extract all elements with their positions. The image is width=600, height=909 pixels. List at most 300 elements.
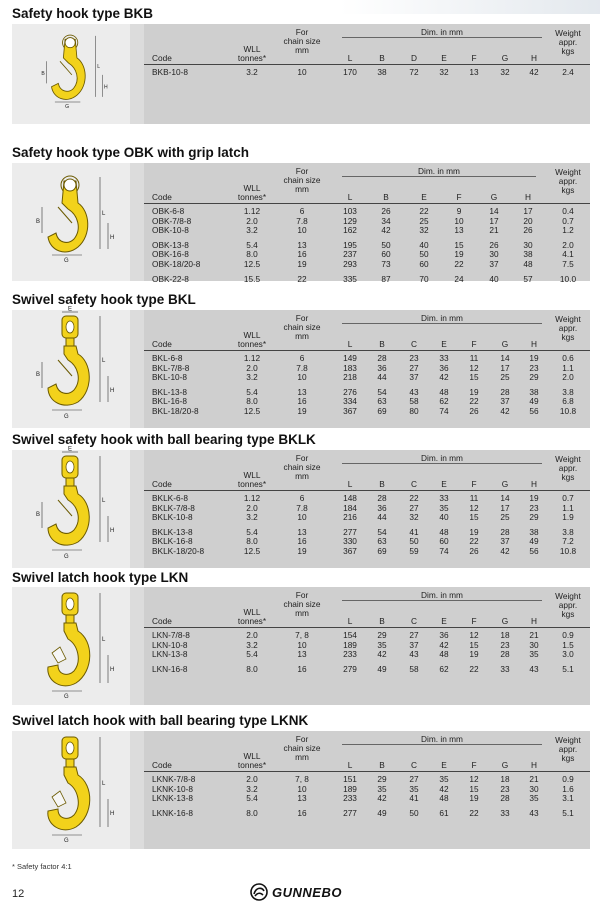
table-cell: 154: [343, 630, 357, 640]
table-cell: 43: [529, 663, 539, 674]
table-cell: 3.2: [246, 372, 258, 383]
table-cell: 216: [343, 512, 357, 523]
header-dim-E: E: [441, 616, 447, 626]
table-cell: 1.2: [562, 225, 574, 236]
table-row: [144, 226, 590, 236]
cell-code: BKL-6-8: [152, 353, 183, 363]
table-cell: 3.2: [246, 783, 258, 794]
table-cell: 17: [523, 206, 533, 216]
table-cell: 35: [377, 783, 387, 794]
table-cell: 237: [343, 249, 357, 260]
svg-text:G: G: [64, 258, 69, 264]
header-chain-unit: mm: [295, 45, 309, 55]
header-weight: Weight: [555, 28, 581, 38]
header-dim-H: H: [531, 339, 537, 349]
cell-code: LKN-13-8: [152, 649, 188, 660]
table-cell: 233: [343, 649, 357, 660]
table-cell: 218: [343, 372, 357, 383]
table-cell: 37: [500, 536, 510, 547]
table-cell: 2.0: [246, 362, 258, 373]
table-cell: 195: [343, 239, 357, 250]
header-weight: Weight: [555, 167, 581, 177]
table-cell: 6: [299, 206, 305, 216]
section-title: Swivel safety hook type BKL: [12, 292, 196, 307]
table-cell: 62: [439, 396, 449, 407]
table-cell: 22: [469, 536, 479, 547]
gunnebo-logo-icon: [250, 883, 268, 901]
table-cell: 17: [500, 362, 510, 373]
hook-drawing-icon: [12, 587, 130, 705]
table-cell: 0.7: [562, 493, 574, 503]
table-cell: 42: [381, 225, 391, 236]
table-cell: 26: [469, 405, 479, 416]
cell-code: LKNK-13-8: [152, 793, 194, 804]
header-dim-H: H: [531, 760, 537, 770]
table-cell: 35: [529, 649, 539, 660]
table-cell: 6.8: [562, 396, 574, 407]
table-cell: 27: [409, 774, 419, 784]
table-row: [144, 641, 590, 651]
header-for: For: [295, 590, 309, 600]
header-dim-C: C: [411, 760, 417, 770]
table-cell: 38: [529, 386, 539, 397]
header-dim-group: Dim. in mm: [421, 313, 463, 323]
svg-text:L: L: [102, 781, 106, 787]
table-cell: 28: [500, 526, 510, 537]
table-cell: 42: [439, 783, 449, 794]
table-cell: 3.2: [246, 225, 258, 236]
header-chain-size: chain size: [283, 36, 321, 46]
table-cell: 3.8: [562, 386, 574, 397]
table-cell: 16: [297, 663, 307, 674]
cell-code: BKL-18/20-8: [152, 405, 199, 416]
svg-text:H: H: [110, 667, 115, 673]
table-cell: 42: [439, 639, 449, 650]
table-cell: 72: [409, 67, 419, 77]
table-cell: 30: [489, 249, 499, 260]
table-cell: 6: [299, 353, 305, 363]
table-cell: 5.1: [562, 807, 574, 818]
table-cell: 50: [419, 249, 429, 260]
table-cell: 7.8: [296, 362, 308, 373]
table-cell: 21: [489, 225, 499, 236]
table-cell: 1.1: [562, 502, 574, 513]
table-cell: 22: [297, 273, 307, 284]
table-cell: 23: [529, 362, 539, 373]
cell-code: OBK-7/8-8: [152, 215, 192, 226]
cell-code: LKNK-16-8: [152, 807, 194, 818]
header-weight-appr: appr.: [558, 463, 578, 473]
table-cell: 35: [409, 783, 419, 794]
table-cell: 335: [343, 273, 357, 284]
table-cell: 10: [297, 67, 307, 77]
header-dim-E: E: [441, 53, 447, 63]
table-cell: 10.8: [559, 405, 577, 416]
spec-table: [144, 587, 590, 705]
table-cell: 13: [297, 239, 307, 250]
table-cell: 10: [297, 225, 307, 236]
table-cell: 0.9: [562, 774, 574, 784]
dim-group-rule: [342, 176, 536, 177]
table-cell: 60: [381, 249, 391, 260]
table-cell: 25: [500, 372, 510, 383]
table-body: [144, 491, 590, 557]
header-dim-L: L: [347, 616, 353, 626]
header-weight: Weight: [555, 591, 581, 601]
table-cell: 41: [409, 526, 419, 537]
svg-text:L: L: [102, 211, 106, 217]
table-cell: 3.2: [246, 512, 258, 523]
header-for: For: [295, 734, 309, 744]
table-cell: 7, 8: [295, 630, 309, 640]
table-cell: 37: [409, 372, 419, 383]
table-row: [144, 373, 590, 383]
svg-text:B: B: [36, 372, 41, 378]
header-wll-unit: tonnes*: [237, 616, 267, 626]
header-dim-H: H: [531, 53, 537, 63]
table-cell: 367: [343, 405, 357, 416]
table-cell: 11: [469, 353, 479, 363]
table-row: [144, 364, 590, 374]
table-cell: 17: [489, 215, 499, 226]
header-dim-B: B: [379, 616, 385, 626]
table-cell: 26: [469, 545, 479, 556]
table-cell: 17: [500, 502, 510, 513]
table-cell: 19: [469, 386, 479, 397]
header-dim-F: F: [471, 760, 477, 770]
cell-code: BKLK-10-8: [152, 512, 193, 523]
header-chain-size: chain size: [283, 599, 321, 609]
table-header: [144, 163, 590, 204]
table-cell: 12: [469, 362, 479, 373]
table-cell: 12: [469, 774, 479, 784]
svg-text:L: L: [102, 637, 106, 643]
table-cell: 33: [439, 493, 449, 503]
svg-text:E: E: [68, 306, 73, 313]
section-title: Swivel latch hook type LKN: [12, 570, 189, 585]
table-cell: 16: [297, 536, 307, 547]
svg-text:H: H: [110, 235, 115, 241]
table-row: [144, 275, 590, 285]
table-cell: 60: [419, 258, 429, 269]
table-cell: 42: [500, 405, 510, 416]
header-weight: Weight: [555, 454, 581, 464]
table-cell: 42: [377, 649, 387, 660]
table-cell: 26: [381, 206, 391, 216]
table-body: [144, 204, 590, 284]
table-cell: 21: [529, 630, 539, 640]
table-cell: 32: [409, 512, 419, 523]
table-cell: 8.0: [246, 249, 258, 260]
table-row: [144, 537, 590, 547]
table-row: [144, 794, 590, 804]
table-cell: 19: [469, 649, 479, 660]
cell-code: BKLK-16-8: [152, 536, 193, 547]
cell-code: BKL-10-8: [152, 372, 188, 383]
header-dim-C: C: [411, 616, 417, 626]
table-cell: 189: [343, 783, 357, 794]
table-cell: 13: [297, 649, 307, 660]
table-cell: 23: [529, 502, 539, 513]
table-cell: 5.4: [246, 649, 258, 660]
header-dim-E: E: [421, 192, 427, 202]
table-cell: 13: [297, 793, 307, 804]
header-chain-unit: mm: [295, 184, 309, 194]
table-cell: 30: [529, 639, 539, 650]
header-code: Code: [152, 53, 172, 63]
table-cell: 2.0: [562, 239, 574, 250]
table-cell: 22: [469, 396, 479, 407]
table-cell: 50: [409, 807, 419, 818]
table-row: [144, 785, 590, 795]
table-cell: 19: [469, 526, 479, 537]
table-cell: 42: [439, 372, 449, 383]
product-panel: [12, 163, 590, 284]
table-cell: 15.5: [243, 273, 261, 284]
table-cell: 36: [377, 502, 387, 513]
header-dim-D: D: [411, 53, 417, 63]
table-cell: 16: [297, 807, 307, 818]
table-cell: 59: [409, 545, 419, 556]
table-cell: 0.6: [562, 353, 574, 363]
table-cell: 23: [500, 783, 510, 794]
table-cell: 277: [343, 526, 357, 537]
table-cell: 15: [454, 239, 464, 250]
table-cell: 10.8: [559, 545, 577, 556]
table-cell: 189: [343, 639, 357, 650]
table-cell: 15: [469, 783, 479, 794]
table-cell: 9: [456, 206, 462, 216]
header-dim-G: G: [490, 192, 498, 202]
brand-logo: [250, 883, 342, 901]
table-cell: 42: [377, 793, 387, 804]
svg-text:L: L: [102, 358, 106, 364]
table-cell: 27: [409, 630, 419, 640]
table-cell: 38: [523, 249, 533, 260]
table-row: [144, 650, 590, 660]
header-wll-unit: tonnes*: [237, 192, 267, 202]
table-cell: 29: [529, 512, 539, 523]
table-cell: 63: [377, 536, 387, 547]
table-cell: 5.4: [246, 793, 258, 804]
svg-text:L: L: [97, 64, 101, 71]
header-dim-L: L: [347, 760, 353, 770]
spec-table: [144, 24, 590, 124]
header-dim-L: L: [347, 339, 353, 349]
table-cell: 26: [523, 225, 533, 236]
table-cell: 70: [419, 273, 429, 284]
table-cell: 151: [343, 774, 357, 784]
section-title: Swivel safety hook with ball bearing type BKLK: [12, 432, 316, 447]
table-cell: 49: [529, 536, 539, 547]
table-row: [144, 407, 590, 417]
product-panel: [12, 446, 590, 568]
header-wll: WLL: [243, 183, 261, 193]
table-cell: 5.1: [562, 663, 574, 674]
dim-group-rule: [342, 463, 542, 464]
table-cell: 22: [454, 258, 464, 269]
table-cell: 69: [377, 545, 387, 556]
table-cell: 25: [500, 512, 510, 523]
header-dim-G: G: [501, 479, 509, 489]
dim-group-rule: [342, 744, 542, 745]
table-cell: 11: [469, 493, 479, 503]
table-cell: 28: [500, 649, 510, 660]
table-header: [144, 731, 590, 772]
header-weight-appr: appr.: [558, 600, 578, 610]
table-cell: 80: [409, 405, 419, 416]
cell-code: BKB-10-8: [152, 67, 188, 77]
svg-text:L: L: [102, 498, 106, 504]
table-cell: 16: [297, 249, 307, 260]
table-cell: 48: [439, 793, 449, 804]
cell-code: BKLK-18/20-8: [152, 545, 205, 556]
table-body: [144, 628, 590, 674]
table-cell: 37: [500, 396, 510, 407]
header-dim-H: H: [525, 192, 531, 202]
table-cell: 19: [297, 405, 307, 416]
table-cell: 63: [377, 396, 387, 407]
svg-text:E: E: [68, 446, 73, 453]
cell-code: OBK-16-8: [152, 249, 189, 260]
table-cell: 27: [409, 502, 419, 513]
table-cell: 28: [500, 793, 510, 804]
table-cell: 33: [500, 807, 510, 818]
table-cell: 367: [343, 545, 357, 556]
table-cell: 21: [529, 774, 539, 784]
table-cell: 49: [529, 396, 539, 407]
table-cell: 279: [343, 663, 357, 674]
header-dim-H: H: [531, 479, 537, 489]
header-dim-F: F: [456, 192, 462, 202]
table-cell: 73: [381, 258, 391, 269]
cell-code: OBK-10-8: [152, 225, 189, 236]
header-dim-group: Dim. in mm: [421, 734, 463, 744]
table-cell: 13: [454, 225, 464, 236]
header-weight-unit: kgs: [561, 185, 575, 195]
table-cell: 19: [297, 545, 307, 556]
table-cell: 58: [409, 663, 419, 674]
svg-text:B: B: [36, 512, 41, 518]
header-chain-size: chain size: [283, 322, 321, 332]
table-cell: 1.9: [562, 512, 574, 523]
table-cell: 43: [529, 807, 539, 818]
table-cell: 29: [377, 774, 387, 784]
svg-text:G: G: [64, 694, 69, 700]
table-cell: 48: [439, 386, 449, 397]
cell-code: BKL-7/8-8: [152, 362, 190, 373]
header-weight-appr: appr.: [558, 37, 578, 47]
table-row: [144, 504, 590, 514]
header-weight-unit: kgs: [561, 472, 575, 482]
header-wll-unit: tonnes*: [237, 53, 267, 63]
header-dim-F: F: [471, 53, 477, 63]
table-cell: 40: [439, 512, 449, 523]
table-row: [144, 68, 590, 78]
table-cell: 57: [523, 273, 533, 284]
table-header: [144, 587, 590, 628]
header-weight-appr: appr.: [558, 744, 578, 754]
header-chain-unit: mm: [295, 752, 309, 762]
hook-drawing-icon: [12, 731, 130, 849]
header-weight: Weight: [555, 314, 581, 324]
table-cell: 62: [439, 663, 449, 674]
table-cell: 48: [523, 258, 533, 269]
cell-code: LKN-10-8: [152, 639, 188, 650]
product-panel: [12, 24, 590, 124]
table-cell: 15: [469, 372, 479, 383]
header-dim-L: L: [347, 53, 353, 63]
table-cell: 36: [377, 362, 387, 373]
table-row: [144, 775, 590, 785]
table-cell: 40: [419, 239, 429, 250]
table-cell: 4.1: [562, 249, 574, 260]
table-row: [144, 260, 590, 270]
table-cell: 20: [523, 215, 533, 226]
table-cell: 28: [377, 353, 387, 363]
table-cell: 44: [377, 372, 387, 383]
header-dim-C: C: [411, 479, 417, 489]
section-title: Safety hook type BKB: [12, 6, 154, 21]
table-cell: 43: [409, 649, 419, 660]
table-cell: 42: [500, 545, 510, 556]
hook-drawing-icon: [12, 306, 130, 428]
table-cell: 170: [343, 67, 357, 77]
table-cell: 3.2: [246, 639, 258, 650]
header-for: For: [295, 453, 309, 463]
table-cell: 184: [343, 502, 357, 513]
header-chain-size: chain size: [283, 743, 321, 753]
spec-table: [144, 450, 590, 568]
table-cell: 18: [500, 630, 510, 640]
header-for: For: [295, 313, 309, 323]
svg-text:H: H: [110, 388, 115, 394]
table-cell: 32: [500, 67, 510, 77]
table-cell: 162: [343, 225, 357, 236]
header-wll: WLL: [243, 751, 261, 761]
table-cell: 3.8: [562, 526, 574, 537]
header-weight-unit: kgs: [561, 609, 575, 619]
table-cell: 32: [419, 225, 429, 236]
product-panel: [12, 587, 590, 705]
cell-code: OBK-18/20-8: [152, 258, 201, 269]
table-cell: 2.0: [246, 215, 258, 226]
cell-code: OBK-13-8: [152, 239, 189, 250]
header-dim-L: L: [347, 192, 353, 202]
svg-text:G: G: [65, 103, 70, 110]
header-dim-C: C: [411, 339, 417, 349]
header-dim-F: F: [471, 616, 477, 626]
table-cell: 48: [439, 649, 449, 660]
cell-code: LKNK-7/8-8: [152, 774, 196, 784]
table-cell: 10: [454, 215, 464, 226]
table-body: [144, 351, 590, 417]
header-dim-G: G: [501, 760, 509, 770]
dim-group-rule: [342, 37, 542, 38]
header-dim-B: B: [383, 192, 389, 202]
svg-text:H: H: [110, 528, 115, 534]
table-cell: 233: [343, 793, 357, 804]
table-cell: 33: [500, 663, 510, 674]
table-cell: 13: [297, 386, 307, 397]
table-cell: 12.5: [243, 405, 261, 416]
table-cell: 41: [409, 793, 419, 804]
table-row: [144, 547, 590, 557]
header-code: Code: [152, 616, 172, 626]
header-weight-appr: appr.: [558, 323, 578, 333]
header-weight-unit: kgs: [561, 753, 575, 763]
table-row: [144, 354, 590, 364]
